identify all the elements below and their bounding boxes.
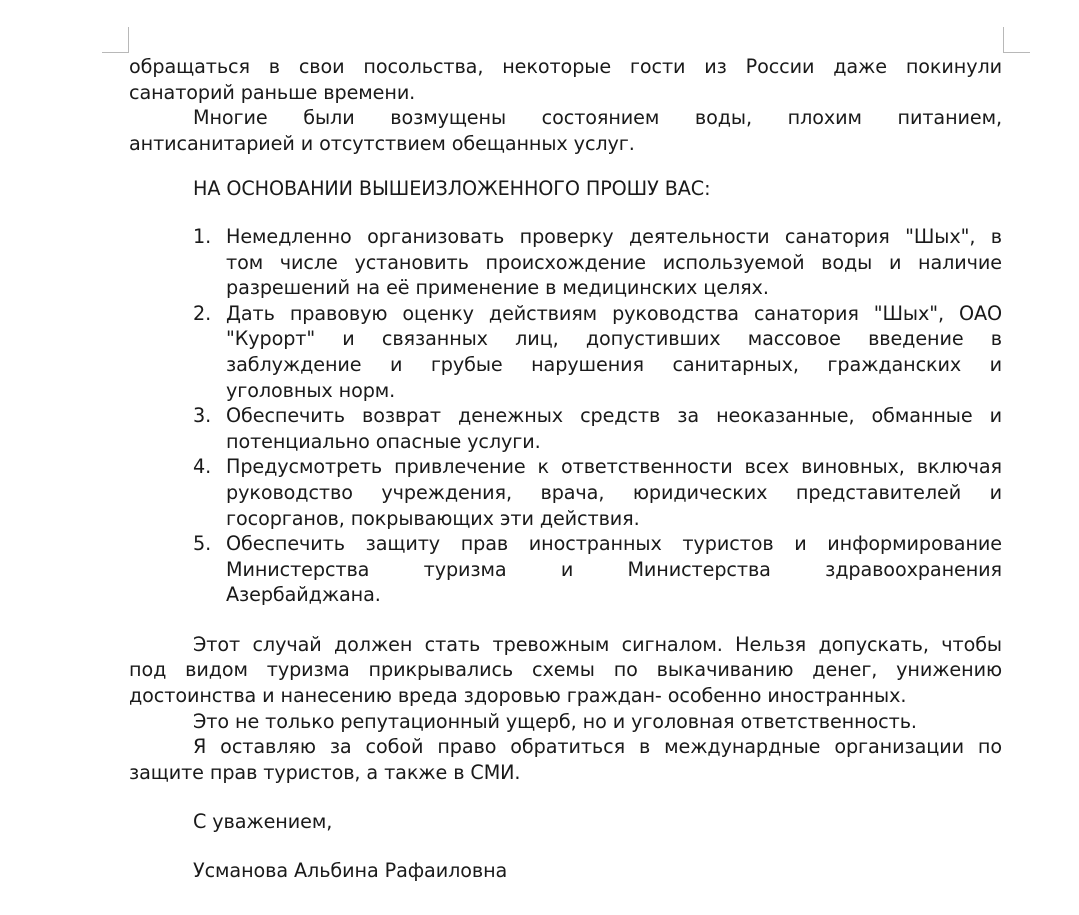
list-item-line: разрешений на её применение в медицинских целях. <box>226 276 769 300</box>
list-item-line: госорганов, покрывающих эти действия. <box>226 506 640 530</box>
list-item-line: Азербайджана. <box>226 583 381 607</box>
paragraph-line: под видом туризма прикрывались схемы по выкачиванию денег, унижению <box>129 658 1002 682</box>
paragraph-line: достоинства и нанесению вреда здоровью граждан- особенно иностранных. <box>129 684 907 708</box>
request-item-3 <box>129 403 1002 454</box>
list-number: 2. <box>193 301 212 325</box>
paragraph-line: Я оставляю за собой право обратиться в междунардные организации по <box>193 735 1002 759</box>
list-item-line: уголовных норм. <box>226 378 396 402</box>
paragraph-line: Многие были возмущены состоянием воды, плохим питанием, <box>193 106 1002 130</box>
list-item-line: руководство учреждения, врача, юридических представителей и <box>226 480 1002 504</box>
paragraph-line: антисанитарией и отсутствием обещанных услуг. <box>129 131 635 155</box>
complaint-paragraph <box>129 105 1002 156</box>
page-corner-mark-right <box>1003 27 1030 53</box>
liability-paragraph <box>129 709 1002 735</box>
list-number: 4. <box>193 455 212 479</box>
list-item-line: том числе установить происхождение используемой воды и наличие <box>226 250 1002 274</box>
list-item-line: Министерства туризма и Министерства здравоохранения <box>226 557 1002 581</box>
paragraph-line: Это не только репутационный ущерб, но и уголовная ответственность. <box>193 709 917 733</box>
list-item-line: заблуждение и грубые нарушения санитарных, гражданских и <box>226 352 1002 376</box>
spacer <box>129 785 1002 809</box>
list-item-line: Обеспечить возврат денежных средств за неоказанные, обманные и <box>226 404 1002 428</box>
list-item-line: Обеспечить защиту прав иностранных туристов и информирование <box>226 532 1002 556</box>
paragraph-line: защите прав туристов, а также в СМИ. <box>129 760 521 784</box>
list-number: 5. <box>193 532 212 556</box>
document-body <box>129 54 1002 884</box>
warning-paragraph <box>129 632 1002 709</box>
list-number: 3. <box>193 404 212 428</box>
paragraph-line: Этот случай должен стать тревожным сигналом. Нельзя допускать, чтобы <box>193 632 1002 656</box>
intro-paragraph <box>129 54 1002 105</box>
spacer <box>129 608 1002 632</box>
list-item-line: Дать правовую оценку действиям руководства санатория "Шых", ОАО <box>226 301 1002 325</box>
request-item-5 <box>129 531 1002 608</box>
request-item-2 <box>129 301 1002 403</box>
list-item-line: потенциально опасные услуги. <box>226 429 541 453</box>
signature-name: Усманова Альбина Рафаиловна <box>193 859 508 883</box>
request-list <box>129 224 1002 608</box>
list-item-line: Немедленно организовать проверку деятельности санатория "Шых", в <box>226 224 1002 248</box>
request-item-1 <box>129 224 1002 301</box>
page-corner-mark-left <box>102 27 129 53</box>
rights-paragraph <box>129 734 1002 785</box>
paragraph-line: обращаться в свои посольства, некоторые гости из России даже покинули <box>129 55 1002 78</box>
list-item-line: "Курорт" и связанных лиц, допустивших массовое введение в <box>226 327 1002 351</box>
list-number: 1. <box>193 224 212 248</box>
list-item-line: Предусмотреть привлечение к ответственности всех виновных, включая <box>226 455 1002 479</box>
request-heading: НА ОСНОВАНИИ ВЫШЕИЗЛОЖЕННОГО ПРОШУ ВАС: <box>193 177 711 201</box>
paragraph-line: санаторий раньше времени. <box>129 80 416 104</box>
closing-salutation: С уважением, <box>193 810 333 834</box>
request-item-4 <box>129 454 1002 531</box>
